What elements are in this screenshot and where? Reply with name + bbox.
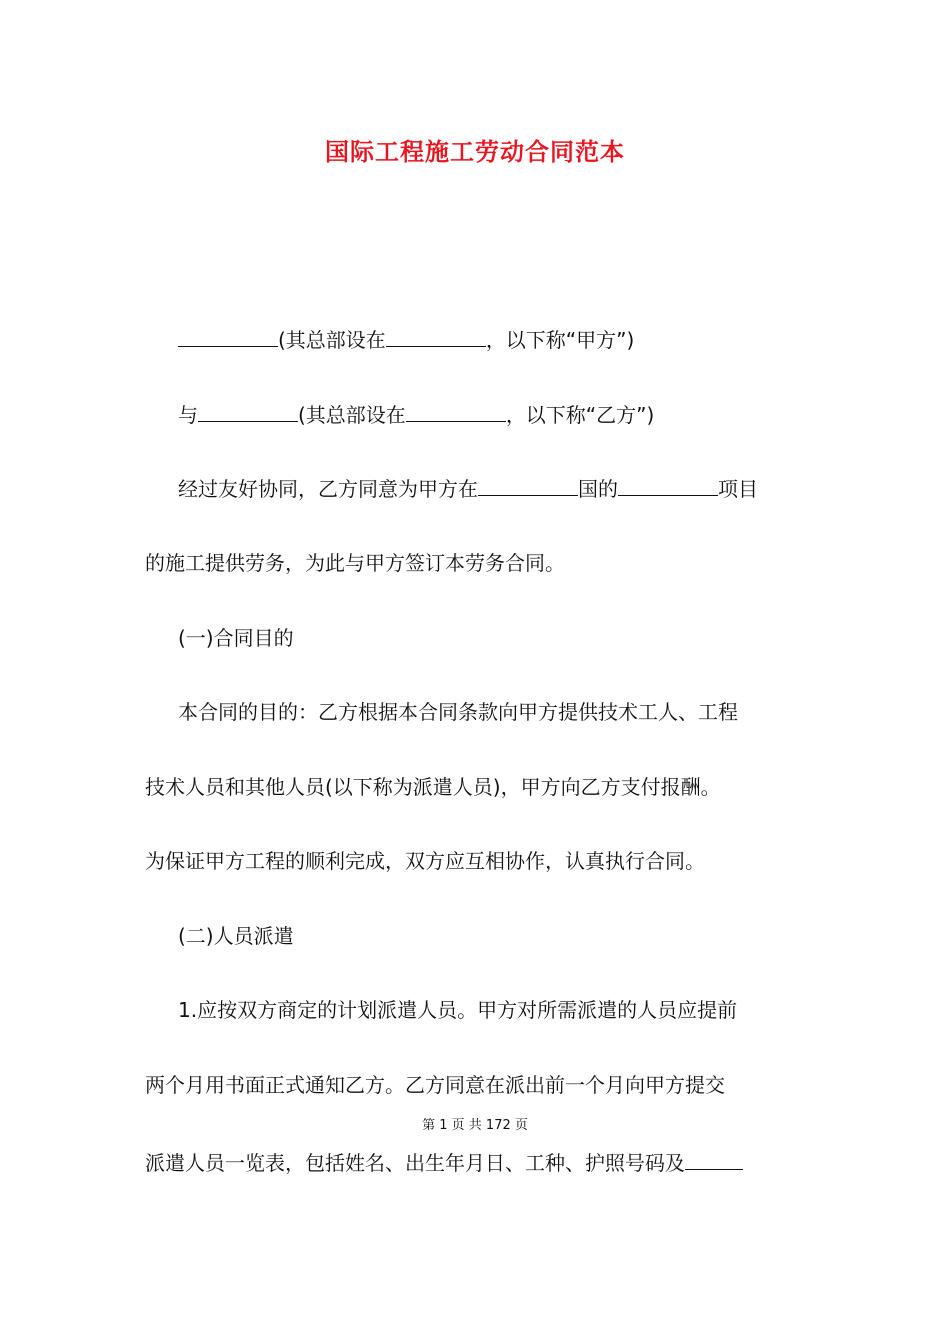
paragraph-line: 的施工提供劳务，为此与甲方签订本劳务合同。 — [145, 551, 565, 575]
party-a-line — [178, 326, 843, 354]
text-segment: 派遣人员一览表，包括姓名、出生年月日、工种、护照号码及 — [145, 1151, 685, 1175]
text-segment: 与 — [178, 403, 198, 427]
paragraph-line: 本合同的目的：乙方根据本合同条款向甲方提供技术工人、工程 — [178, 700, 738, 724]
paragraph-line: 技术人员和其他人员(以下称为派遣人员)，甲方向乙方支付报酬。 — [145, 775, 721, 799]
blank-party-a-hq — [386, 326, 486, 347]
page-title: 国际工程施工劳动合同范本 — [325, 138, 625, 166]
text-segment: ，以下称“甲方”) — [485, 328, 635, 352]
paragraph-line — [145, 1149, 810, 1177]
text-segment: 项目 — [718, 477, 758, 501]
agreement-line — [178, 475, 843, 503]
party-b-line — [178, 401, 843, 429]
blank-project — [618, 475, 718, 496]
text-segment: 经过友好协同，乙方同意为甲方在 — [178, 477, 478, 501]
text-segment: ，以下称“乙方”) — [505, 403, 655, 427]
blank-party-a-name — [178, 326, 278, 347]
blank-country — [478, 475, 578, 496]
section-heading: (二)人员派遣 — [178, 924, 294, 948]
text-segment: (其总部设在 — [278, 328, 386, 352]
text-segment: 国的 — [578, 477, 618, 501]
blank-other-info — [685, 1149, 743, 1170]
blank-party-b-name — [198, 401, 298, 422]
paragraph-line: 两个月用书面正式通知乙方。乙方同意在派出前一个月向甲方提交 — [145, 1073, 725, 1097]
blank-party-b-hq — [406, 401, 506, 422]
section-heading: (一)合同目的 — [178, 626, 294, 650]
page-footer: 第 1 页 共 172 页 — [422, 1118, 528, 1133]
paragraph-line: 1.应按双方商定的计划派遣人员。甲方对所需派遣的人员应提前 — [178, 998, 738, 1022]
paragraph-line: 为保证甲方工程的顺利完成，双方应互相协作，认真执行合同。 — [145, 849, 705, 873]
text-segment: (其总部设在 — [298, 403, 406, 427]
